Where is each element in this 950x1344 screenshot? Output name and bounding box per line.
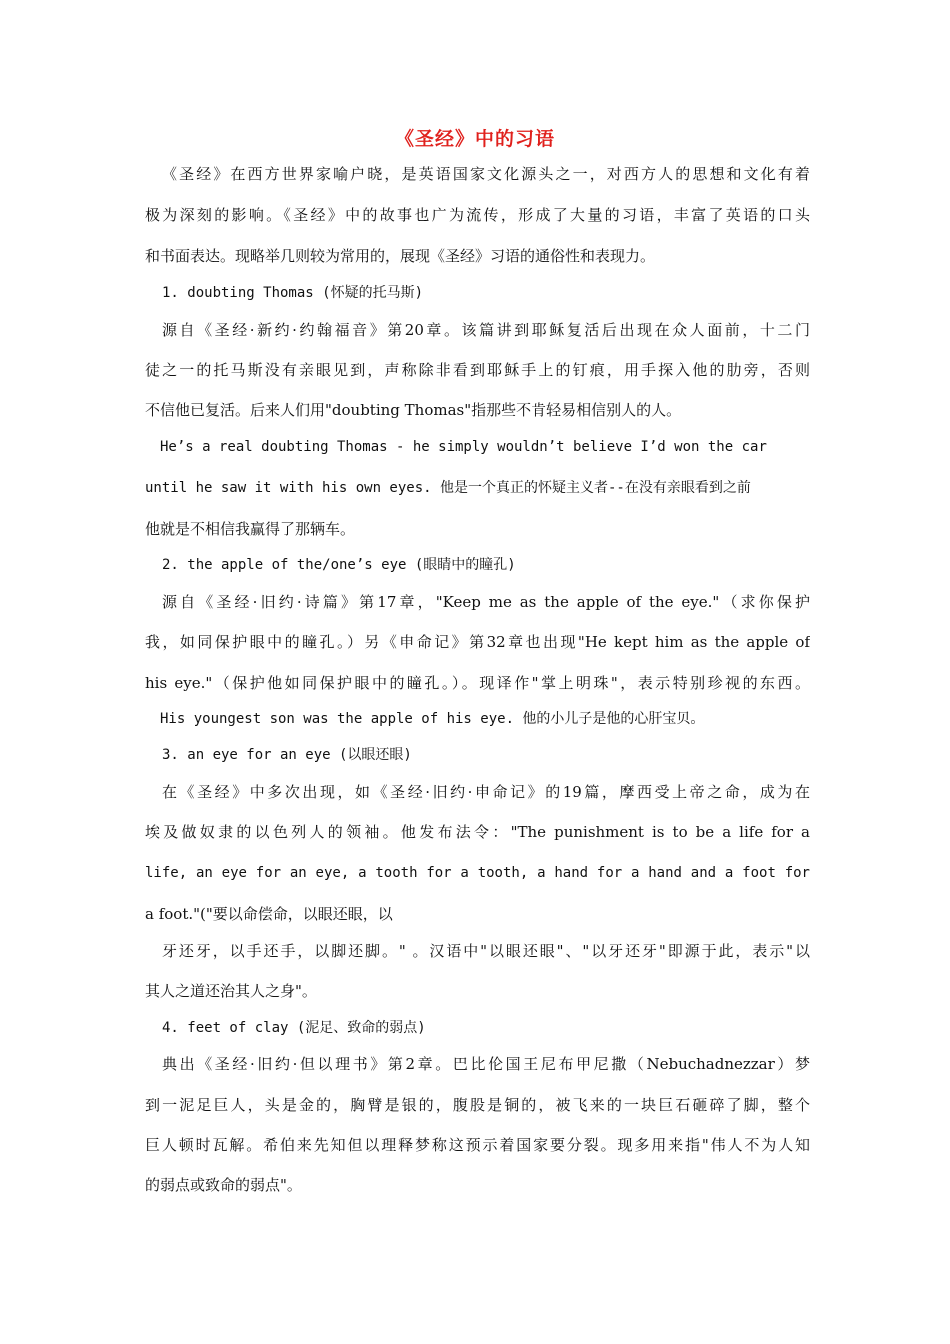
intro-line-1: 《圣经》在西方世界家喻户晓，是英语国家文化源头之一，对西方人的思想和文化有着: [162, 165, 810, 183]
idiom-1-line-1: 源自《圣经·新约·约翰福音》第20章。该篇讲到耶稣复活后出现在众人面前，十二门: [162, 321, 810, 339]
idiom-3-line-2: 埃及做奴隶的以色列人的领袖。他发布法令："The punishment is to be a life for a: [145, 823, 810, 841]
idiom-1-example-2: until he saw it with his own eyes. 他是一个真正的怀疑主义者--在没有亲眼看到之前: [145, 480, 751, 496]
idiom-1-line-3: 不信他已复活。后来人们用"doubting Thomas"指那些不肯轻易相信别人的人。: [145, 401, 682, 419]
idiom-1-example-1: He’s a real doubting Thomas - he simply wouldn’t believe I’d won the car: [160, 439, 767, 455]
idiom-2-line-1: 源自《圣经·旧约·诗篇》第17章，"Keep me as the apple of the eye."（求你保护: [162, 593, 810, 611]
idiom-heading-3: 3. an eye for an eye (以眼还眼): [162, 747, 412, 763]
idiom-3-line-3: life, an eye for an eye, a tooth for a tooth, a hand for a hand and a foot for: [145, 865, 810, 881]
idiom-1-example-3: 他就是不相信我赢得了那辆车。: [145, 520, 356, 538]
idiom-3-line-5: 牙还牙，以手还手，以脚还脚。" 。汉语中"以眼还眼"、"以牙还牙"即源于此，表示"以: [162, 942, 810, 960]
intro-line-2: 极为深刻的影响。《圣经》中的故事也广为流传，形成了大量的习语，丰富了英语的口头: [145, 206, 810, 224]
idiom-2-line-2: 我，如同保护眼中的瞳孔。）另《申命记》第32章也出现"He kept him as the apple of: [145, 633, 810, 651]
idiom-2-line-3: his eye."（保护他如同保护眼中的瞳孔。）。现译作"掌上明珠"，表示特别珍视的东西。: [145, 674, 810, 692]
idiom-4-line-1: 典出《圣经·旧约·但以理书》第2章。巴比伦国王尼布甲尼撒（Nebuchadnezzar）梦: [162, 1055, 810, 1073]
intro-line-3: 和书面表达。现略举几则较为常用的，展现《圣经》习语的通俗性和表现力。: [145, 247, 656, 265]
idiom-heading-4: 4. feet of clay (泥足、致命的弱点): [162, 1020, 426, 1036]
idiom-4-line-2: 到一泥足巨人，头是金的，胸臂是银的，腹股是铜的，被飞来的一块巨石砸碎了脚，整个: [145, 1096, 810, 1114]
idiom-3-line-1: 在《圣经》中多次出现，如《圣经·旧约·申命记》的19篇，摩西受上帝之命，成为在: [162, 783, 810, 801]
idiom-heading-2: 2. the apple of the/one’s eye (眼睛中的瞳孔): [162, 557, 516, 573]
idiom-heading-1: 1. doubting Thomas (怀疑的托马斯): [162, 285, 424, 301]
idiom-2-example: His youngest son was the apple of his eye. 他的小儿子是他的心肝宝贝。: [160, 711, 705, 727]
document-title: 《圣经》中的习语: [394, 128, 555, 150]
idiom-3-line-4: a foot."("要以命偿命，以眼还眼，以: [145, 905, 393, 923]
idiom-4-line-3: 巨人顿时瓦解。希伯来先知但以理释梦称这预示着国家要分裂。现多用来指"伟人不为人知: [145, 1136, 810, 1154]
idiom-4-line-4: 的弱点或致命的弱点"。: [145, 1176, 302, 1194]
idiom-1-line-2: 徒之一的托马斯没有亲眼见到，声称除非看到耶稣手上的钉痕，用手探入他的肋旁，否则: [145, 361, 810, 379]
idiom-3-line-6: 其人之道还治其人之身"。: [145, 982, 317, 1000]
